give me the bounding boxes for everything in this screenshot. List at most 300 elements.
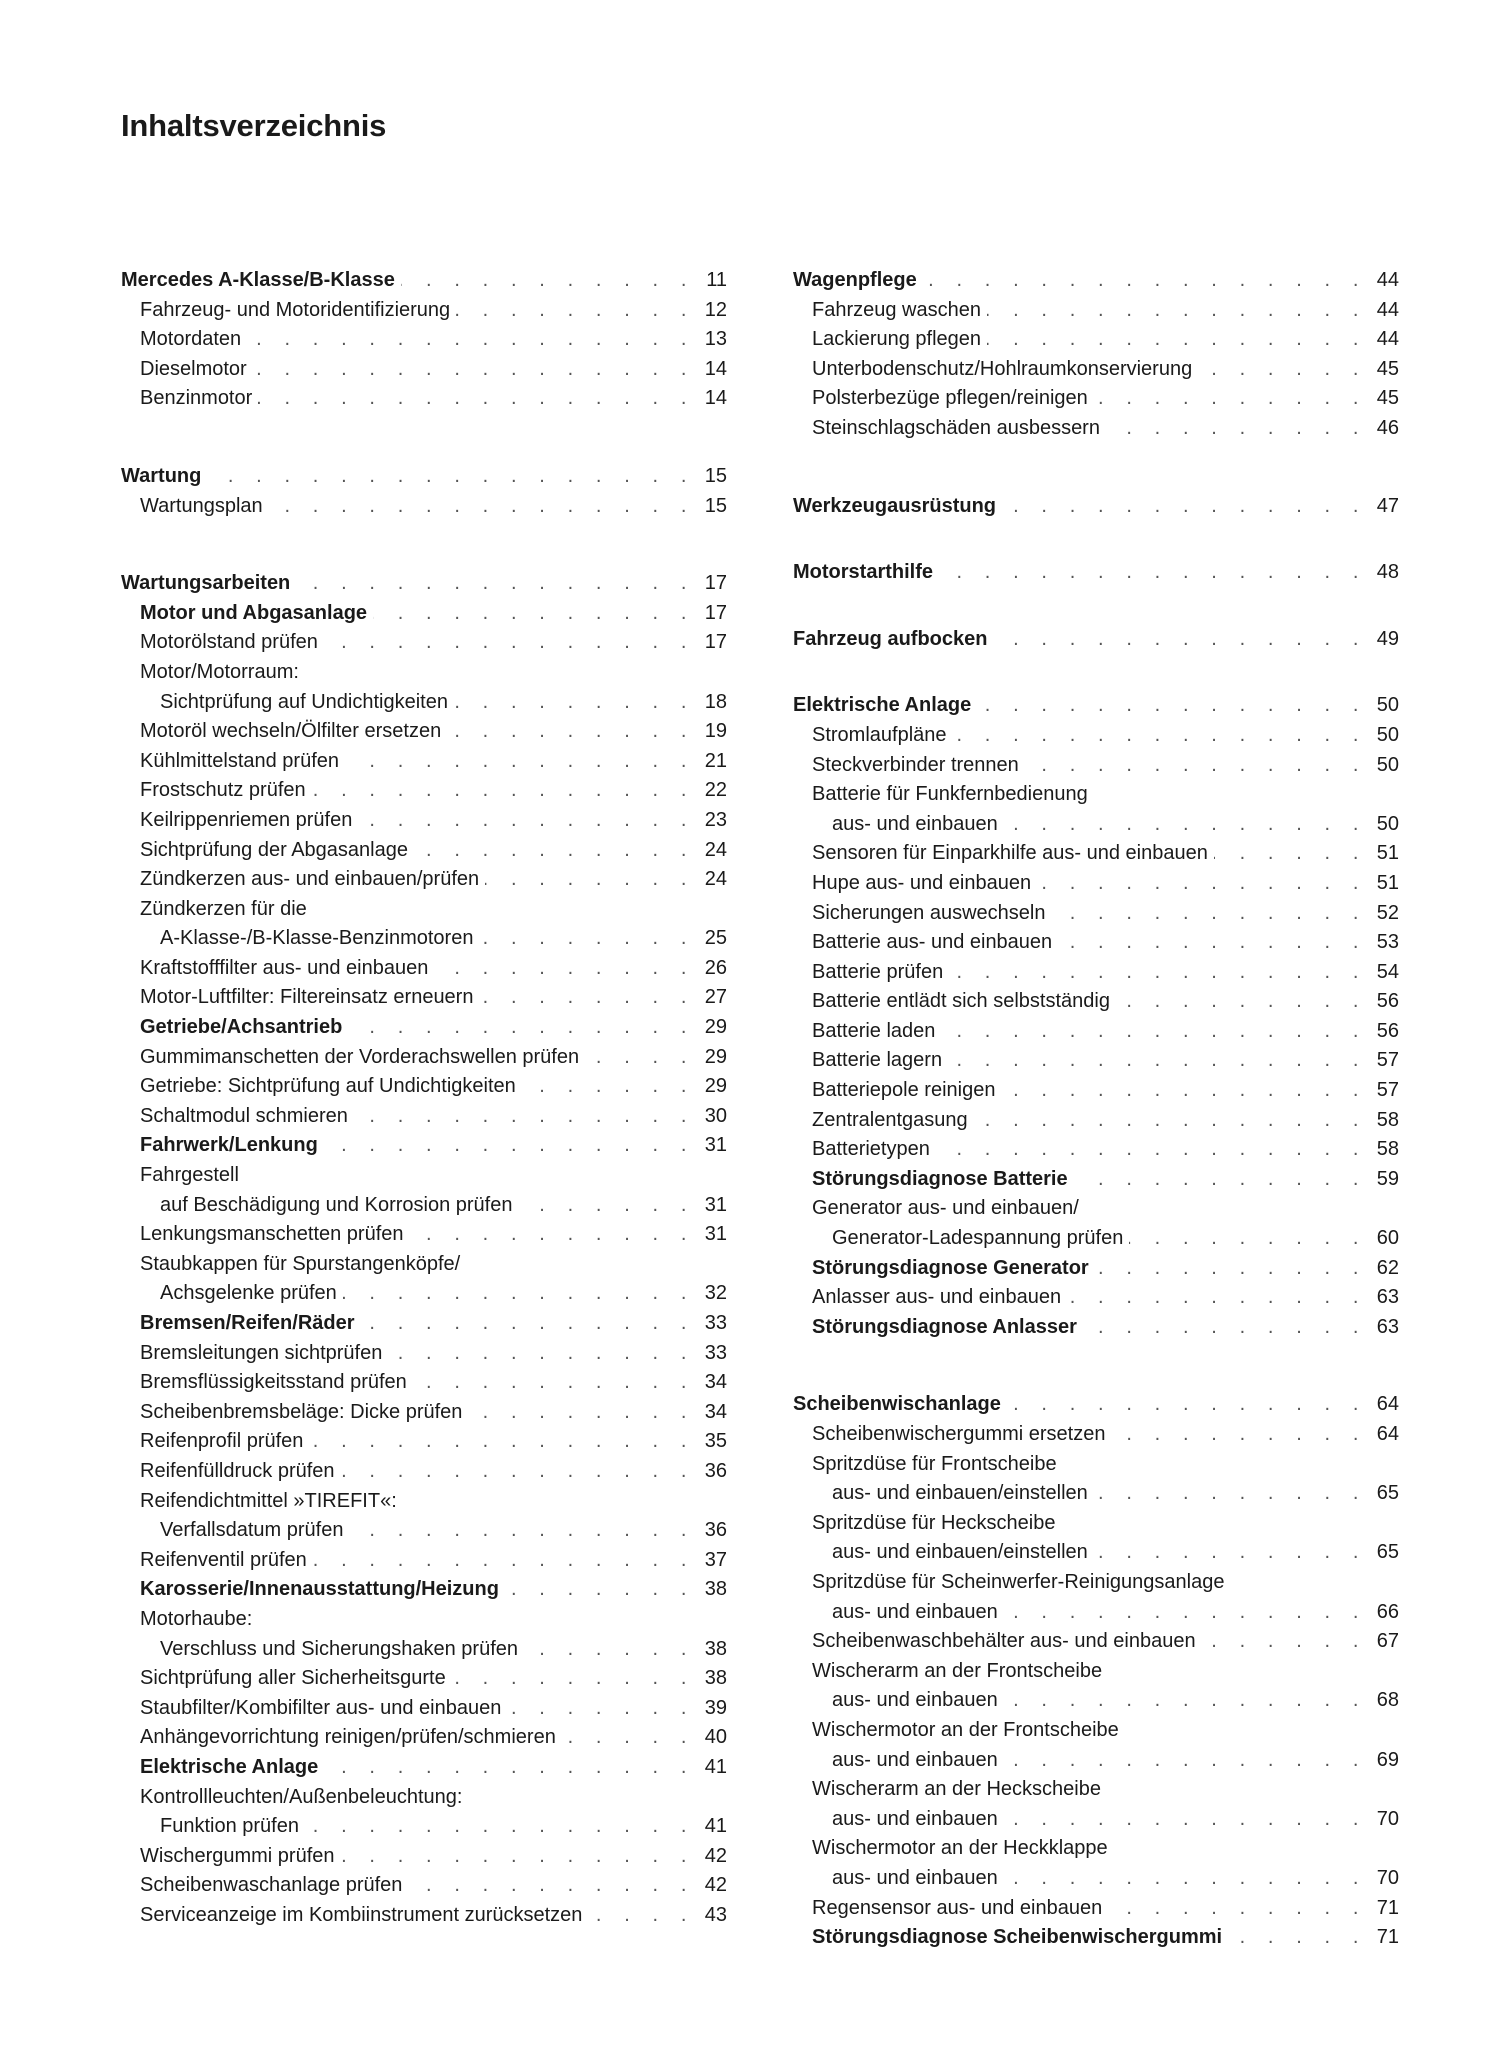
toc-entry-label: Sichtprüfung aller Sicherheitsgurte bbox=[140, 1667, 446, 1690]
toc-page-number: 46 bbox=[1376, 416, 1399, 439]
toc-entry[interactable] bbox=[121, 1013, 727, 1043]
toc-entry-label: Störungsdiagnose Anlasser bbox=[812, 1315, 1077, 1338]
dot-leader bbox=[993, 625, 1367, 655]
toc-page-number: 36 bbox=[704, 1459, 727, 1482]
toc-page-number: 37 bbox=[704, 1548, 727, 1571]
toc-entry[interactable] bbox=[793, 1657, 1399, 1687]
toc-section bbox=[121, 569, 727, 1930]
toc-page-number: 34 bbox=[704, 1400, 727, 1423]
toc-entry-label: Serviceanzeige im Kombiinstrument zurücksetzen bbox=[140, 1903, 583, 1926]
toc-entry[interactable] bbox=[793, 1746, 1399, 1776]
toc-page-number: 41 bbox=[704, 1755, 727, 1778]
dot-leader bbox=[341, 1842, 695, 1872]
toc-entry[interactable] bbox=[121, 1783, 727, 1813]
toc-entry[interactable] bbox=[121, 1842, 727, 1872]
toc-entry[interactable] bbox=[121, 983, 727, 1013]
toc-entry-label: Motordaten bbox=[140, 328, 242, 351]
toc-entry-label: Zentralentgasung bbox=[812, 1108, 968, 1131]
toc-page-number: 15 bbox=[704, 464, 727, 487]
toc-entry-label: Motor-Luftfilter: Filtereinsatz erneuern bbox=[140, 986, 474, 1009]
toc-page-number: 66 bbox=[1376, 1600, 1399, 1623]
toc-entry[interactable] bbox=[793, 1923, 1399, 1953]
toc-entry-label: Dieselmotor bbox=[140, 357, 247, 380]
dot-leader bbox=[413, 1368, 695, 1398]
dot-leader bbox=[948, 1046, 1367, 1076]
toc-page-number: 12 bbox=[704, 298, 727, 321]
toc-page-number: 69 bbox=[1376, 1748, 1399, 1771]
toc-page-number: 18 bbox=[704, 690, 727, 713]
toc-entry[interactable] bbox=[121, 1161, 727, 1191]
toc-page-number: 13 bbox=[704, 328, 727, 351]
toc-entry[interactable] bbox=[793, 1509, 1399, 1539]
toc-page-number: 70 bbox=[1376, 1866, 1399, 1889]
toc-page-number: 63 bbox=[1376, 1315, 1399, 1338]
dot-leader bbox=[507, 1694, 695, 1724]
toc-entry-label: Spritzdüse für Heckscheibe bbox=[812, 1511, 1056, 1534]
toc-page-number: 50 bbox=[1376, 694, 1399, 717]
toc-entry[interactable] bbox=[121, 954, 727, 984]
toc-entry-label: Fahrzeug aufbocken bbox=[793, 627, 988, 650]
dot-leader bbox=[1094, 1479, 1367, 1509]
toc-entry-label: aus- und einbauen bbox=[832, 812, 998, 835]
toc-entry[interactable] bbox=[793, 1805, 1399, 1835]
toc-entry[interactable] bbox=[121, 1309, 727, 1339]
toc-page-number: 29 bbox=[704, 1075, 727, 1098]
toc-page-number: 27 bbox=[704, 986, 727, 1009]
dot-leader bbox=[1004, 1598, 1367, 1628]
toc-page-number: 44 bbox=[1376, 269, 1399, 291]
toc-entry-label: Fahrzeug- und Motoridentifizierung bbox=[140, 298, 451, 321]
toc-entry[interactable] bbox=[121, 325, 727, 355]
toc-entry[interactable] bbox=[793, 1106, 1399, 1136]
toc-entry-label: Wischergummi prüfen bbox=[140, 1844, 335, 1867]
toc-page-number: 26 bbox=[704, 956, 727, 979]
toc-entry[interactable] bbox=[121, 1368, 727, 1398]
toc-entry[interactable] bbox=[793, 1046, 1399, 1076]
toc-entry-label: Verschluss und Sicherungshaken prüfen bbox=[160, 1637, 519, 1660]
toc-entry-label: Wagenpflege bbox=[793, 269, 917, 291]
toc-entry-label: Wartungsarbeiten bbox=[121, 572, 291, 595]
dot-leader bbox=[324, 1131, 695, 1161]
toc-entry[interactable] bbox=[121, 688, 727, 718]
dot-leader bbox=[452, 1664, 695, 1694]
dot-leader bbox=[485, 865, 695, 895]
dot-leader bbox=[373, 599, 695, 629]
toc-page-number: 47 bbox=[1376, 494, 1399, 517]
toc-chapter-entry[interactable] bbox=[121, 462, 727, 492]
toc-page-number: 62 bbox=[1376, 1256, 1399, 1279]
toc-entry-label: Generator-Ladespannung prüfen bbox=[832, 1227, 1124, 1250]
toc-entry[interactable] bbox=[793, 384, 1399, 414]
toc-entry-label: aus- und einbauen bbox=[832, 1689, 998, 1712]
toc-entry-label: Frostschutz prüfen bbox=[140, 779, 306, 802]
toc-page-number: 38 bbox=[704, 1637, 727, 1660]
toc-page-number: 15 bbox=[704, 494, 727, 517]
toc-page-number: 48 bbox=[1376, 561, 1399, 584]
toc-entry[interactable] bbox=[793, 1283, 1399, 1313]
toc-entry[interactable] bbox=[121, 1102, 727, 1132]
toc-entry[interactable] bbox=[121, 1250, 727, 1280]
toc-section bbox=[793, 1390, 1399, 1952]
toc-entry-label: Gummimanschetten der Vorderachswellen prüfen bbox=[140, 1045, 580, 1068]
toc-entry-label: Benzinmotor bbox=[140, 387, 253, 410]
toc-entry[interactable] bbox=[121, 1131, 727, 1161]
toc-entry[interactable] bbox=[121, 628, 727, 658]
dot-leader bbox=[358, 806, 695, 836]
dot-leader bbox=[408, 1871, 695, 1901]
toc-entry[interactable] bbox=[121, 1516, 727, 1546]
toc-entry[interactable] bbox=[121, 1398, 727, 1428]
toc-entry[interactable] bbox=[793, 1165, 1399, 1195]
dot-leader bbox=[1129, 1224, 1367, 1254]
dot-leader bbox=[447, 717, 695, 747]
dot-leader bbox=[1083, 1313, 1367, 1343]
toc-section bbox=[793, 558, 1399, 588]
toc-entry-label: Getriebe/Achsantrieb bbox=[140, 1016, 343, 1039]
dot-leader bbox=[468, 1398, 695, 1428]
dot-leader bbox=[343, 1279, 695, 1309]
toc-entry[interactable] bbox=[793, 928, 1399, 958]
dot-leader bbox=[1228, 1923, 1367, 1953]
toc-entry[interactable] bbox=[793, 1627, 1399, 1657]
toc-entry[interactable] bbox=[121, 924, 727, 954]
toc-page-number: 44 bbox=[1376, 328, 1399, 351]
toc-entry-label: Verfallsdatum prüfen bbox=[160, 1519, 344, 1542]
toc-section bbox=[793, 691, 1399, 1342]
toc-entry[interactable] bbox=[793, 414, 1399, 444]
dot-leader bbox=[936, 1135, 1367, 1165]
toc-page-number: 35 bbox=[704, 1430, 727, 1453]
toc-section bbox=[793, 492, 1399, 522]
toc-entry-label: Wischerarm an der Heckscheibe bbox=[812, 1778, 1101, 1801]
dot-leader bbox=[1007, 1390, 1367, 1420]
toc-page-number: 51 bbox=[1376, 842, 1399, 865]
toc-entry[interactable] bbox=[793, 1686, 1399, 1716]
toc-page-number: 45 bbox=[1376, 387, 1399, 410]
toc-entry-label: aus- und einbauen bbox=[832, 1866, 998, 1889]
toc-page-number: 17 bbox=[704, 631, 727, 654]
toc-entry-label: Batterietypen bbox=[812, 1138, 930, 1161]
toc-page-number: 49 bbox=[1376, 627, 1399, 650]
toc-entry-label: Stromlaufpläne bbox=[812, 723, 947, 746]
dot-leader bbox=[305, 1812, 695, 1842]
dot-leader bbox=[454, 688, 695, 718]
dot-leader bbox=[1094, 384, 1367, 414]
dot-leader bbox=[588, 1901, 695, 1931]
toc-entry[interactable] bbox=[793, 1194, 1399, 1224]
toc-entry[interactable] bbox=[793, 296, 1399, 326]
toc-entry[interactable] bbox=[793, 1254, 1399, 1284]
toc-entry-label: Schaltmodul schmieren bbox=[140, 1104, 348, 1127]
dot-leader bbox=[207, 462, 695, 492]
dot-leader bbox=[1214, 839, 1367, 869]
toc-entry[interactable] bbox=[121, 776, 727, 806]
toc-entry[interactable] bbox=[121, 806, 727, 836]
toc-entry-label: Elektrische Anlage bbox=[140, 1755, 319, 1778]
dot-leader bbox=[1004, 1805, 1367, 1835]
toc-entry[interactable] bbox=[121, 1753, 727, 1783]
toc-entry-label: Wartungsplan bbox=[140, 494, 263, 517]
toc-entry[interactable] bbox=[793, 1450, 1399, 1480]
toc-entry-label: Batterie entlädt sich selbstständig bbox=[812, 990, 1110, 1013]
dot-leader bbox=[388, 1339, 695, 1369]
toc-chapter-entry[interactable] bbox=[121, 266, 727, 296]
toc-entry-label: Reifenprofil prüfen bbox=[140, 1430, 304, 1453]
dot-leader bbox=[1058, 928, 1367, 958]
toc-entry[interactable] bbox=[121, 1191, 727, 1221]
dot-leader bbox=[479, 924, 695, 954]
toc-entry-label: Lenkungsmanschetten prüfen bbox=[140, 1223, 404, 1246]
toc-entry[interactable] bbox=[121, 1279, 727, 1309]
toc-entry-label: aus- und einbauen bbox=[832, 1807, 998, 1830]
toc-entry[interactable] bbox=[793, 839, 1399, 869]
toc-entry-label: Achsgelenke prüfen bbox=[160, 1282, 337, 1305]
toc-page-number: 65 bbox=[1376, 1541, 1399, 1564]
toc-entry-label: auf Beschädigung und Korrosion prüfen bbox=[160, 1193, 513, 1216]
toc-entry[interactable] bbox=[793, 1135, 1399, 1165]
toc-entry-label: Steckverbinder trennen bbox=[812, 753, 1019, 776]
dot-leader bbox=[345, 747, 695, 777]
toc-entry-label: Wartung bbox=[121, 464, 202, 487]
toc-entry[interactable] bbox=[793, 810, 1399, 840]
toc-entry-label: Bremsleitungen sichtprüfen bbox=[140, 1341, 383, 1364]
dot-leader bbox=[1037, 869, 1367, 899]
toc-entry-label: Generator aus- und einbauen/ bbox=[812, 1197, 1079, 1220]
toc-page-number: 68 bbox=[1376, 1689, 1399, 1712]
toc-entry[interactable] bbox=[793, 1224, 1399, 1254]
toc-entry[interactable] bbox=[793, 1775, 1399, 1805]
toc-left-column bbox=[121, 266, 727, 1978]
dot-leader bbox=[1004, 1746, 1367, 1776]
dot-leader bbox=[1004, 1686, 1367, 1716]
toc-page-number: 19 bbox=[704, 720, 727, 743]
toc-entry[interactable] bbox=[793, 1568, 1399, 1598]
toc-entry[interactable] bbox=[793, 1598, 1399, 1628]
toc-page-number: 45 bbox=[1376, 357, 1399, 380]
toc-entry[interactable] bbox=[121, 1339, 727, 1369]
toc-chapter-entry[interactable] bbox=[793, 1390, 1399, 1420]
dot-leader bbox=[349, 1516, 695, 1546]
toc-entry[interactable] bbox=[121, 717, 727, 747]
dot-leader bbox=[1067, 1283, 1367, 1313]
dot-leader bbox=[269, 492, 695, 522]
toc-section bbox=[121, 462, 727, 521]
toc-section bbox=[793, 266, 1399, 444]
toc-entry[interactable] bbox=[121, 1575, 727, 1605]
toc-entry-label: Bremsen/Reifen/Räder bbox=[140, 1312, 355, 1334]
toc-entry-label: Fahrgestell bbox=[140, 1164, 239, 1187]
dot-leader bbox=[296, 569, 695, 599]
dot-leader bbox=[247, 325, 695, 355]
toc-entry-label: Scheibenwaschbehälter aus- und einbauen bbox=[812, 1630, 1196, 1653]
dot-leader bbox=[1074, 1165, 1367, 1195]
toc-chapter-entry[interactable] bbox=[793, 492, 1399, 522]
toc-page-number: 60 bbox=[1376, 1227, 1399, 1250]
toc-entry-label: Reifenventil prüfen bbox=[140, 1548, 307, 1571]
toc-entry-label: Sensoren für Einparkhilfe aus- und einbauen bbox=[812, 842, 1208, 865]
toc-entry[interactable] bbox=[793, 780, 1399, 810]
toc-page-number: 50 bbox=[1376, 723, 1399, 746]
toc-entry[interactable] bbox=[121, 1635, 727, 1665]
dot-leader bbox=[562, 1723, 695, 1753]
toc-entry-label: Wischermotor an der Heckklappe bbox=[812, 1837, 1108, 1860]
toc-entry[interactable] bbox=[793, 1479, 1399, 1509]
toc-entry-label: Reifenfülldruck prüfen bbox=[140, 1459, 335, 1482]
toc-entry[interactable] bbox=[121, 836, 727, 866]
toc-entry-label: Störungsdiagnose Scheibenwischergummi bbox=[812, 1926, 1223, 1949]
dot-leader bbox=[1052, 899, 1368, 929]
toc-page-number: 36 bbox=[704, 1519, 727, 1542]
toc-chapter-entry[interactable] bbox=[793, 625, 1399, 655]
toc-entry-label: Batterie lagern bbox=[812, 1049, 943, 1072]
dot-leader bbox=[1111, 1420, 1367, 1450]
toc-page-number: 32 bbox=[704, 1282, 727, 1305]
toc-entry[interactable] bbox=[793, 1076, 1399, 1106]
toc-entry[interactable] bbox=[121, 1901, 727, 1931]
toc-entry[interactable] bbox=[121, 865, 727, 895]
toc-page-number: 33 bbox=[704, 1312, 727, 1334]
toc-entry[interactable] bbox=[121, 1043, 727, 1073]
dot-leader bbox=[977, 691, 1367, 721]
toc-chapter-entry[interactable] bbox=[793, 266, 1399, 296]
toc-entry[interactable] bbox=[793, 721, 1399, 751]
toc-entry-label: Karosserie/Innenausstattung/Heizung bbox=[140, 1578, 499, 1601]
toc-entry[interactable] bbox=[121, 1072, 727, 1102]
dot-leader bbox=[456, 296, 695, 326]
dot-leader bbox=[313, 1546, 695, 1576]
toc-entry[interactable] bbox=[793, 1017, 1399, 1047]
toc-entry[interactable] bbox=[121, 355, 727, 385]
toc-entry-label: Wischermotor an der Frontscheibe bbox=[812, 1718, 1119, 1741]
toc-entry[interactable] bbox=[793, 1716, 1399, 1746]
dot-leader bbox=[518, 1191, 695, 1221]
toc-entry[interactable] bbox=[793, 325, 1399, 355]
toc-chapter-entry[interactable] bbox=[121, 569, 727, 599]
toc-entry[interactable] bbox=[121, 1605, 727, 1635]
toc-entry-label: Motorhaube: bbox=[140, 1607, 253, 1630]
toc-entry[interactable] bbox=[121, 1546, 727, 1576]
dot-leader bbox=[414, 836, 695, 866]
toc-entry[interactable] bbox=[121, 384, 727, 414]
toc-entry-label: aus- und einbauen bbox=[832, 1600, 998, 1623]
toc-entry[interactable] bbox=[793, 751, 1399, 781]
toc-entry[interactable] bbox=[793, 1894, 1399, 1924]
toc-page-number: 53 bbox=[1376, 931, 1399, 954]
toc-chapter-entry[interactable] bbox=[793, 558, 1399, 588]
toc-chapter-entry[interactable] bbox=[793, 691, 1399, 721]
toc-page-number: 11 bbox=[706, 269, 727, 291]
dot-leader bbox=[434, 954, 695, 984]
toc-entry[interactable] bbox=[121, 1487, 727, 1517]
toc-page-number: 22 bbox=[704, 779, 727, 802]
toc-entry-label: Batteriepole reinigen bbox=[812, 1079, 996, 1102]
toc-entry[interactable] bbox=[793, 899, 1399, 929]
toc-entry[interactable] bbox=[121, 1694, 727, 1724]
toc-entry-label: aus- und einbauen/einstellen bbox=[832, 1541, 1088, 1564]
toc-entry-label: Motoröl wechseln/Ölfilter ersetzen bbox=[140, 720, 442, 743]
toc-entry[interactable] bbox=[121, 658, 727, 688]
toc-entry-label: Störungsdiagnose Generator bbox=[812, 1256, 1089, 1279]
toc-page-number: 21 bbox=[704, 749, 727, 772]
toc-entry[interactable] bbox=[793, 1420, 1399, 1450]
toc-entry[interactable] bbox=[121, 1723, 727, 1753]
dot-leader bbox=[1108, 1894, 1367, 1924]
toc-entry[interactable] bbox=[121, 1871, 727, 1901]
toc-entry[interactable] bbox=[121, 1220, 727, 1250]
dot-leader bbox=[1004, 810, 1367, 840]
toc-entry-label: Steinschlagschäden ausbessern bbox=[812, 416, 1100, 439]
toc-entry[interactable] bbox=[793, 1834, 1399, 1864]
dot-leader bbox=[1116, 987, 1367, 1017]
toc-entry-label: Motor und Abgasanlage bbox=[140, 601, 368, 624]
toc-entry[interactable] bbox=[121, 492, 727, 522]
toc-page-number: 31 bbox=[704, 1193, 727, 1216]
toc-page-number: 67 bbox=[1376, 1630, 1399, 1653]
dot-leader bbox=[361, 1309, 695, 1339]
toc-section bbox=[793, 625, 1399, 655]
dot-leader bbox=[1095, 1254, 1367, 1284]
toc-page-number: 39 bbox=[704, 1696, 727, 1719]
toc-page-number: 40 bbox=[704, 1726, 727, 1749]
toc-page-number: 63 bbox=[1376, 1286, 1399, 1309]
dot-leader bbox=[987, 296, 1367, 326]
toc-entry[interactable] bbox=[793, 1313, 1399, 1343]
toc-entry[interactable] bbox=[793, 1538, 1399, 1568]
page-title: Inhaltsverzeichnis bbox=[121, 108, 387, 143]
toc-page-number: 24 bbox=[704, 838, 727, 861]
toc-entry[interactable] bbox=[121, 599, 727, 629]
toc-page-number: 44 bbox=[1376, 298, 1399, 321]
toc-entry[interactable] bbox=[121, 1427, 727, 1457]
toc-entry-label: aus- und einbauen bbox=[832, 1748, 998, 1771]
toc-entry[interactable] bbox=[121, 1812, 727, 1842]
dot-leader bbox=[505, 1575, 695, 1605]
toc-entry[interactable] bbox=[121, 747, 727, 777]
toc-page-number: 29 bbox=[704, 1045, 727, 1068]
toc-page-number: 65 bbox=[1376, 1482, 1399, 1505]
toc-entry-label: Funktion prüfen bbox=[160, 1815, 299, 1838]
toc-entry[interactable] bbox=[793, 355, 1399, 385]
toc-page-number: 56 bbox=[1376, 1019, 1399, 1042]
toc-page-number: 25 bbox=[704, 927, 727, 950]
toc-entry-label: Elektrische Anlage bbox=[793, 694, 972, 717]
toc-entry[interactable] bbox=[793, 869, 1399, 899]
toc-entry[interactable] bbox=[121, 1457, 727, 1487]
dot-leader bbox=[974, 1106, 1367, 1136]
toc-page-number: 52 bbox=[1376, 901, 1399, 924]
toc-entry-label: Sichtprüfung der Abgasanlage bbox=[140, 838, 408, 861]
toc-entry[interactable] bbox=[793, 987, 1399, 1017]
toc-entry-label: Unterbodenschutz/Hohlraumkonservierung bbox=[812, 357, 1193, 380]
dot-leader bbox=[253, 355, 695, 385]
toc-entry-label: Sichtprüfung auf Undichtigkeiten bbox=[160, 690, 448, 713]
toc-entry-label: Kraftstofffilter aus- und einbauen bbox=[140, 956, 429, 979]
dot-leader bbox=[348, 1013, 695, 1043]
toc-entry[interactable] bbox=[121, 1664, 727, 1694]
toc-entry-label: Lackierung pflegen bbox=[812, 328, 982, 351]
toc-entry[interactable] bbox=[121, 296, 727, 326]
toc-page-number: 29 bbox=[704, 1016, 727, 1039]
toc-entry[interactable] bbox=[793, 1864, 1399, 1894]
toc-entry-label: Sicherungen auswechseln bbox=[812, 901, 1046, 924]
toc-page-number: 17 bbox=[704, 601, 727, 624]
toc-entry-label: Fahrwerk/Lenkung bbox=[140, 1134, 318, 1157]
toc-entry[interactable] bbox=[793, 958, 1399, 988]
toc-entry-label: Scheibenwischergummi ersetzen bbox=[812, 1423, 1106, 1445]
dot-leader bbox=[401, 266, 695, 296]
toc-entry[interactable] bbox=[121, 895, 727, 925]
dot-leader bbox=[585, 1043, 695, 1073]
